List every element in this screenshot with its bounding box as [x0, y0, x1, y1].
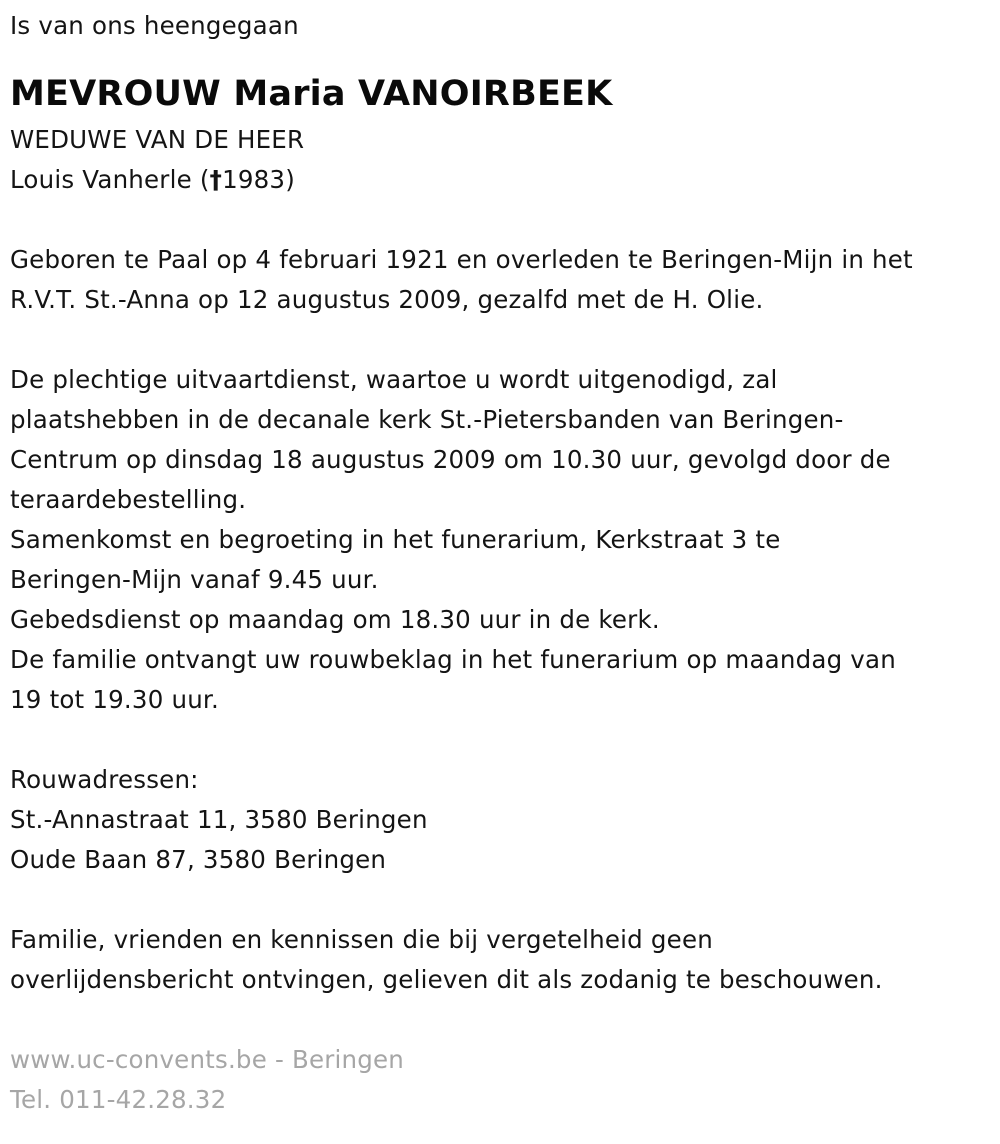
paragraph-line: teraardebestelling. [10, 485, 247, 514]
paragraph-line: plaatshebben in de decanale kerk St.-Pietersbanden van Beringen- [10, 405, 844, 434]
death-notice [10, 6, 985, 1120]
paragraph-line: De familie ontvangt uw rouwbeklag in het funerarium op maandag van [10, 645, 896, 674]
footer-website: www.uc-convents.be - Beringen [10, 1045, 405, 1074]
spouse-name: Louis Vanherle ( [10, 165, 210, 194]
address-item: Oude Baan 87, 3580 Beringen [10, 845, 387, 874]
addresses-block [10, 760, 985, 880]
paragraph-line: Beringen-Mijn vanaf 9.45 uur. [10, 565, 379, 594]
paragraph-line: Centrum op dinsdag 18 augustus 2009 om 10.30 uur, gevolgd door de [10, 445, 891, 474]
paragraph-line: Geboren te Paal op 4 februari 1921 en overleden te Beringen-Mijn in het [10, 245, 913, 274]
paragraph-line: De plechtige uitvaartdienst, waartoe u wordt uitgenodigd, zal [10, 365, 778, 394]
spacer [10, 320, 985, 360]
paragraph-line: Samenkomst en begroeting in het funerarium, Kerkstraat 3 te [10, 525, 781, 554]
spacer [10, 880, 985, 920]
birth-death-paragraph [10, 240, 985, 320]
spacer [10, 46, 985, 68]
cross-icon: † [209, 165, 223, 194]
spouse-line [10, 160, 985, 200]
paragraph-line: Gebedsdienst op maandag om 18.30 uur in de kerk. [10, 605, 660, 634]
deceased-name: MEVROUW Maria VANOIRBEEK [10, 74, 613, 114]
spacer [10, 1000, 985, 1040]
spouse-death-year: 1983) [222, 165, 295, 194]
service-paragraph [10, 360, 985, 720]
paragraph-line: R.V.T. St.-Anna op 12 augustus 2009, gezalfd met de H. Olie. [10, 285, 764, 314]
address-item: St.-Annastraat 11, 3580 Beringen [10, 805, 428, 834]
footer-phone: Tel. 011-42.28.32 [10, 1085, 227, 1114]
addresses-label: Rouwadressen: [10, 765, 199, 794]
closing-paragraph [10, 920, 985, 1000]
paragraph-line: overlijdensbericht ontvingen, gelieven dit als zodanig te beschouwen. [10, 965, 883, 994]
paragraph-line: 19 tot 19.30 uur. [10, 685, 219, 714]
paragraph-line: Familie, vrienden en kennissen die bij vergetelheid geen [10, 925, 713, 954]
spacer [10, 720, 985, 760]
intro-text: Is van ons heengegaan [10, 11, 299, 40]
spacer [10, 200, 985, 240]
funeral-home-footer [10, 1040, 985, 1120]
spouse-label: WEDUWE VAN DE HEER [10, 125, 305, 154]
